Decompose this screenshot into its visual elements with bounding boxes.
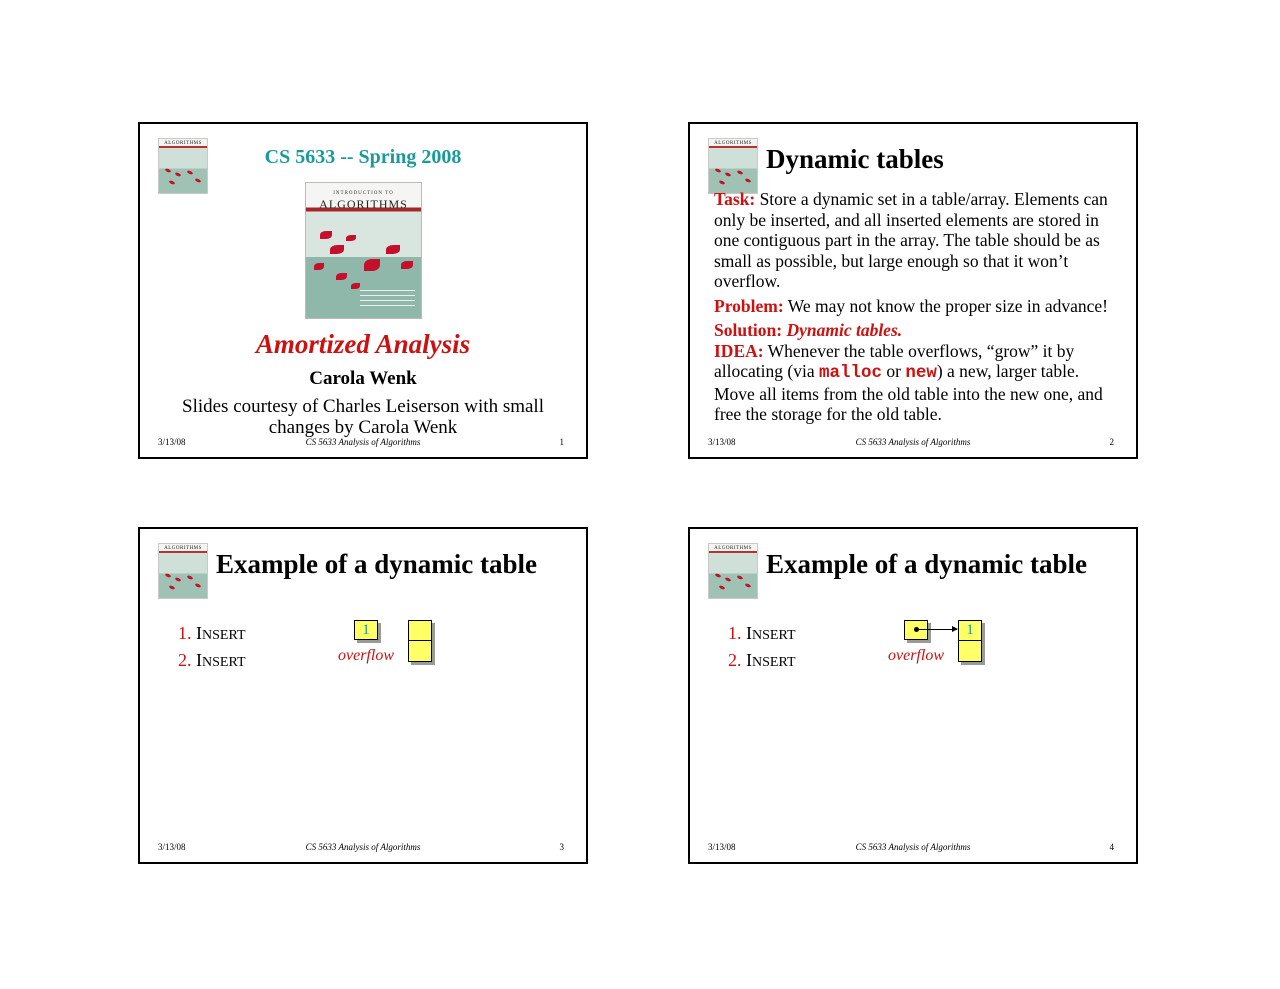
item-number: 2. [178, 650, 192, 670]
table-cell-filled: 1 [958, 620, 982, 641]
footer-date: 3/13/08 [158, 842, 186, 852]
slide-footer [158, 842, 568, 854]
item-number: 2. [728, 650, 742, 670]
footer-date: 3/13/08 [708, 842, 736, 852]
slide-title: Example of a dynamic table [766, 549, 1087, 579]
slide-title: Amortized Analysis [255, 329, 471, 359]
task-text: Store a dynamic set in a table/array. Elements can only be inserted, and all inserted elements are stored in one contiguous part in the array. The table should be as small as possible, but large enough so that it won’t overflow. [714, 189, 1108, 291]
logo-text: ALGORITHMS [714, 546, 752, 551]
page-number: 3 [559, 842, 564, 852]
item-first-letter: I [746, 650, 752, 670]
footer-date: 3/13/08 [708, 437, 736, 447]
item-number: 1. [178, 623, 192, 643]
footer-course: CS 5633 Analysis of Algorithms [305, 842, 421, 852]
insert-list [178, 621, 246, 675]
solution-text: Dynamic tables. [786, 320, 903, 340]
task-paragraph [714, 189, 1118, 292]
idea-label: IDEA: [714, 340, 764, 361]
item-rest: NSERT [202, 655, 246, 670]
slide-footer [158, 437, 568, 449]
list-item [178, 648, 246, 675]
solution-label: Solution: [714, 320, 787, 340]
item-rest: NSERT [752, 628, 796, 643]
page-number: 2 [1109, 437, 1114, 447]
list-item [728, 648, 796, 675]
slide-2 [688, 122, 1138, 459]
item-first-letter: I [196, 650, 202, 670]
slide-body [714, 189, 1118, 429]
item-rest: NSERT [202, 628, 246, 643]
table-cell-empty [958, 641, 982, 662]
book-logo-icon [708, 138, 758, 194]
course-title: CS 5633 -- Spring 2008 [264, 146, 462, 168]
problem-paragraph [714, 296, 1118, 317]
problem-label: Problem: [714, 295, 784, 316]
item-rest: NSERT [752, 655, 796, 670]
idea-text-1: Whenever the table overflows, “grow” it by allocating (via [714, 340, 1075, 381]
item-first-letter: I [746, 623, 752, 643]
slide-title: Example of a dynamic table [216, 549, 537, 579]
slide-3 [138, 527, 588, 864]
problem-text: We may not know the proper size in advance! [783, 295, 1109, 316]
slide-footer [708, 842, 1118, 854]
slide-title: Dynamic tables [766, 144, 944, 174]
table-new [958, 620, 982, 662]
page-number: 4 [1109, 842, 1114, 852]
footer-date: 3/13/08 [158, 437, 186, 447]
idea-paragraph [714, 341, 1118, 425]
slide-footer [708, 437, 1118, 449]
insert-list [728, 621, 796, 675]
cover-title: ALGORITHMS [319, 197, 408, 211]
item-first-letter: I [196, 623, 202, 643]
solution-paragraph [714, 320, 1118, 341]
task-label: Task: [714, 189, 756, 209]
table-new [408, 620, 432, 662]
overflow-label: overflow [338, 647, 394, 664]
list-item [178, 621, 246, 648]
credit-text: Slides courtesy of Charles Leiserson with small changes by Carola Wenk [182, 396, 544, 438]
arrow-icon [919, 629, 957, 630]
book-logo-icon [158, 543, 208, 599]
list-item [728, 621, 796, 648]
footer-course: CS 5633 Analysis of Algorithms [855, 437, 971, 447]
idea-text-2: ) a new, larger table. Move all items from the old table into the new one, and free the storage for the old table. [714, 361, 1103, 424]
logo-text: ALGORITHMS [164, 141, 202, 146]
cover-subtitle: INTRODUCTION TO [333, 191, 394, 196]
footer-course: CS 5633 Analysis of Algorithms [855, 842, 971, 852]
malloc-code: malloc [818, 363, 882, 383]
page-number: 1 [559, 437, 564, 447]
author-name: Carola Wenk [309, 368, 417, 389]
or-text: or [881, 361, 906, 381]
slide-4 [688, 527, 1138, 864]
table-cell-old: 1 [354, 620, 378, 640]
item-number: 1. [728, 623, 742, 643]
table-cell-empty [408, 620, 432, 641]
slide-1 [138, 122, 588, 459]
logo-text: ALGORITHMS [714, 141, 752, 146]
table-cell-empty [408, 641, 432, 662]
book-cover-image [305, 182, 422, 319]
new-code: new [905, 363, 937, 383]
footer-course: CS 5633 Analysis of Algorithms [305, 437, 421, 447]
logo-text: ALGORITHMS [164, 546, 202, 551]
book-logo-icon [708, 543, 758, 599]
overflow-label: overflow [888, 647, 944, 664]
